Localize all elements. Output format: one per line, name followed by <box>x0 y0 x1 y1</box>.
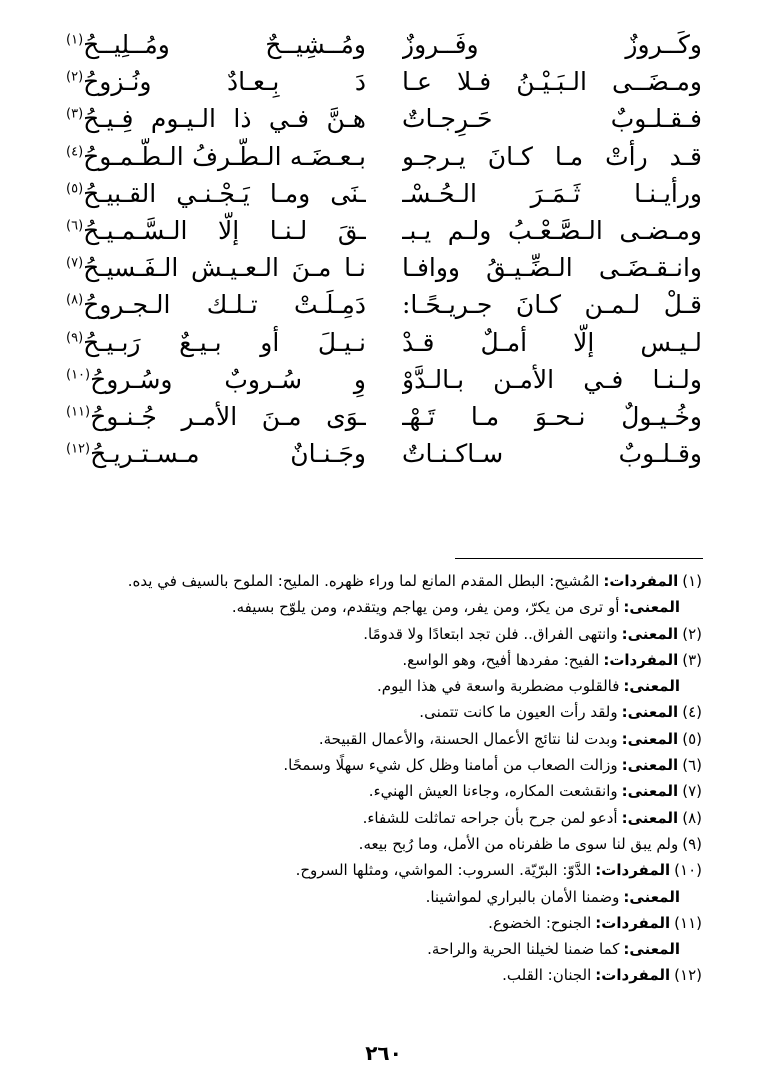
footnote-label: المعنى: <box>621 624 679 643</box>
footnote <box>40 936 702 962</box>
first-hemistich: قـد رأتْ مـا كـانَ يـرجـو <box>402 141 702 171</box>
footnote-label: المعنى: <box>623 677 680 696</box>
footnote-number: (٣) <box>682 650 702 669</box>
footnote <box>40 699 702 725</box>
footnote-number: (٤) <box>682 703 702 722</box>
first-hemistich: فـقـلـوبٌ حَـرِجـاتٌ <box>402 104 702 134</box>
footnote-text: فالقلوب مضطربة واسعة في هذا اليوم. <box>377 677 620 696</box>
second-hemistich <box>66 100 366 137</box>
footnote <box>40 910 702 936</box>
footnote <box>40 884 702 910</box>
footnote-text: ولقد رأت العيون ما كانت تتمنى. <box>419 703 618 722</box>
verse-line <box>66 175 702 212</box>
second-hemistich <box>66 324 366 361</box>
verse-line <box>66 212 702 249</box>
second-hemistich <box>66 435 366 472</box>
footnote-label: المعنى: <box>623 598 680 617</box>
second-hemistich <box>66 63 366 100</box>
verse-line <box>66 286 702 323</box>
footnote-label: المفردات: <box>603 572 679 590</box>
hemistich-text: هـنَّ فـي ذا الـيـوم فِـيـحُ <box>83 104 366 134</box>
hemistich-text: وِ سُـروبٌ وسُـروحُ <box>90 364 366 394</box>
first-hemistich: لـيـس إلّا أمـلٌ قـدْ <box>402 327 702 357</box>
footnote-marker: (١) <box>66 32 84 48</box>
footnote-number: (١٢) <box>674 966 702 985</box>
second-hemistich <box>66 249 366 286</box>
footnote-label: المعنى: <box>621 729 679 748</box>
footnote <box>40 857 702 883</box>
footnotes <box>40 568 702 989</box>
second-hemistich <box>66 212 366 249</box>
hemistich-text: نـيـلَ أو بـيـعٌ رَبـيـحُ <box>83 327 366 357</box>
footnote-text: أو ترى من يكرّ، ومن يفر، ومن يهاجم ويتقدم، ومن يلوّح بسيفه. <box>231 598 620 617</box>
first-hemistich: وكَــروزٌ وفَــروزٌ <box>402 30 702 59</box>
second-hemistich <box>66 361 366 398</box>
first-hemistich: قـلْ لـمـن كـانَ جـريـحًـا: <box>402 290 702 320</box>
footnote-text: الفيح: مفردها أفيح، وهو الواسع. <box>402 650 600 669</box>
footnote-marker: (١٢) <box>66 441 91 457</box>
hemistich-text: ـنَى ومـا يَـجْـنـي القـبيـحُ <box>83 178 366 208</box>
footnote <box>40 962 702 988</box>
footnote-number: (٩) <box>682 834 702 853</box>
footnote-marker: (٤) <box>66 144 84 160</box>
footnote-text: الدَّوّ: البرّيّة. السروب: المواشي، ومثلها السروح. <box>295 861 592 880</box>
verse-line <box>66 324 702 361</box>
first-hemistich: ورأيـنـا ثَـمَـرَ الـحُـسْـ <box>402 178 702 208</box>
verse-line <box>66 138 702 175</box>
footnote-text: الجنوح: الخضوع. <box>488 913 592 932</box>
footnote-label: المعنى: <box>621 808 679 827</box>
verse-line <box>66 361 702 398</box>
hemistich-text: ـوَى مـنَ الأمـر جُـنـوحُ <box>90 401 366 431</box>
footnote-text: وانتهى الفراق.. فلن تجد ابتعادًا ولا قدومًا. <box>363 624 618 643</box>
second-hemistich <box>66 398 366 435</box>
footnote-number: (٦) <box>682 756 702 775</box>
verse-line <box>66 100 702 137</box>
footnote-marker: (٢) <box>66 69 84 85</box>
footnote <box>40 673 702 699</box>
footnote <box>40 568 702 594</box>
hemistich-text: دَ بِـعـادٌ ونُـزوحُ <box>83 67 366 97</box>
footnote-number: (٧) <box>682 782 702 801</box>
footnote <box>40 594 702 620</box>
hemistich-text: نـا مـنَ الـعـيـش الـفَـسيـحُ <box>83 253 366 283</box>
first-hemistich: ومـضَــى الـبَـيْـنُ فـلا عـا <box>402 67 702 97</box>
poem <box>66 26 702 472</box>
hemistich-text: ـقَ لـنـا إلّا الـسَّـمـيـحُ <box>83 215 366 245</box>
hemistich-text: دَمِـلَـتْ تـلـك الـجـروحُ <box>83 290 366 320</box>
footnote-marker: (٧) <box>66 255 84 271</box>
footnote-number: (١) <box>682 572 702 590</box>
first-hemistich: وانـقـضَـى الـضِّـيـقُ ووافـا <box>402 253 702 283</box>
first-hemistich: ومـضـى الـصَّـعْـبُ ولـم يـبـ <box>402 215 702 245</box>
footnote-marker: (٩) <box>66 330 84 346</box>
footnote <box>40 647 702 673</box>
footnote-text: كما ضمنا لخيلنا الحرية والراحة. <box>427 940 620 959</box>
footnote-text: وزالت الصعاب من أمامنا وظل كل شيء سهلًا وسمحًا. <box>283 756 618 775</box>
footnote-text: الجنان: القلب. <box>502 966 592 985</box>
footnote-number: (٢) <box>682 624 702 643</box>
footnote-text: وبدت لنا نتائج الأعمال الحسنة، والأعمال القبيحة. <box>318 729 618 748</box>
second-hemistich <box>66 175 366 212</box>
footnote-marker: (١١) <box>66 404 91 420</box>
footnote-divider <box>455 558 703 559</box>
footnote <box>40 752 702 778</box>
footnote-label: المفردات: <box>595 913 671 932</box>
verse-line <box>66 398 702 435</box>
second-hemistich <box>66 286 366 323</box>
footnote-label: المعنى: <box>621 756 679 775</box>
footnote-label: المفردات: <box>603 650 679 669</box>
footnote-text: ولم يبق لنا سوى ما ظفرناه من الأمل، وما رُبح بيعه. <box>358 834 679 853</box>
first-hemistich: ولـنـا فـي الأمـن بـالـدَّوْ <box>402 364 702 394</box>
footnote-label: المعنى: <box>623 887 680 906</box>
verse-line <box>66 26 702 63</box>
footnote <box>40 778 702 804</box>
second-hemistich <box>66 26 366 63</box>
footnote-number: (٥) <box>682 729 702 748</box>
hemistich-text: وجَـنـانٌ مـسـتـريـحُ <box>90 439 366 469</box>
hemistich-text: ومُــشِيــحٌ ومُــلِيــحُ <box>83 30 366 59</box>
second-hemistich <box>66 138 366 175</box>
verse-line <box>66 435 702 472</box>
footnote-label: المفردات: <box>595 861 671 880</box>
footnote-number: (١٠) <box>674 861 702 880</box>
footnote-text: أدعو لمن جرح بأن جراحه تماثلت للشفاء. <box>362 808 618 827</box>
footnote-marker: (٨) <box>66 292 84 308</box>
verse-line <box>66 63 702 100</box>
footnote-text: المُشيح: البطل المقدم المانع لما وراء ظهره. المليح: الملوح بالسيف في يده. <box>127 572 600 590</box>
footnote-text: وضمنا الأمان بالبراري لمواشينا. <box>425 887 620 906</box>
footnote-label: المفردات: <box>595 966 671 985</box>
footnote-label: المعنى: <box>621 782 679 801</box>
first-hemistich: وقـلـوبٌ سـاكـنـاتٌ <box>402 439 702 469</box>
footnote <box>40 805 702 831</box>
footnote-number: (١١) <box>674 913 702 932</box>
footnote-label: المعنى: <box>621 703 679 722</box>
first-hemistich: وخُـيـولٌ نـحـوَ مـا تَـهْـ <box>402 401 702 431</box>
footnote <box>40 831 702 857</box>
footnote-marker: (٣) <box>66 107 84 123</box>
footnote-marker: (٥) <box>66 181 84 197</box>
footnote <box>40 621 702 647</box>
footnote-label: المعنى: <box>623 940 680 959</box>
footnote-marker: (١٠) <box>66 367 91 383</box>
footnote-text: وانقشعت المكاره، وجاءنا العيش الهنيء. <box>368 782 618 801</box>
page-number: ٢٦٠ <box>365 1041 402 1065</box>
hemistich-text: بـعـضَـه الـطَّـرفُ الـطَّـمـوحُ <box>83 141 366 171</box>
footnote-marker: (٦) <box>66 218 84 234</box>
footnote <box>40 726 702 752</box>
verse-line <box>66 249 702 286</box>
footnote-number: (٨) <box>682 808 702 827</box>
